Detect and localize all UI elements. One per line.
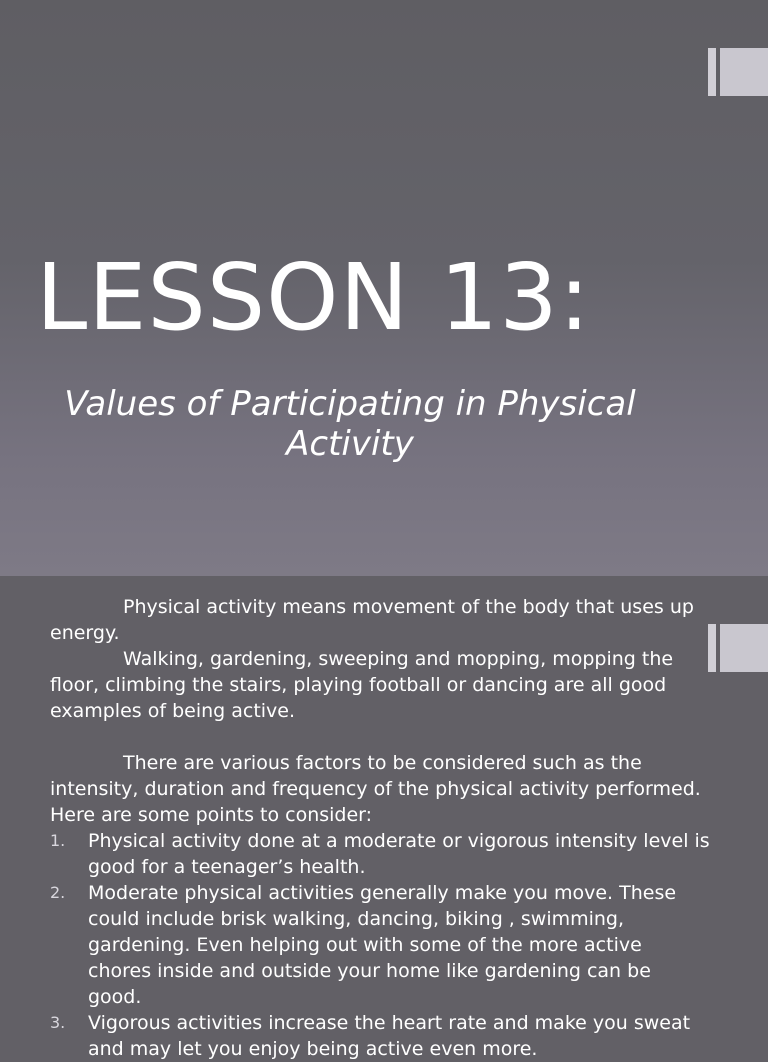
list-item-text: Physical activity done at a moderate or vigorous intensity level is good for a teenager’s health. (88, 830, 710, 878)
list-item-text: Vigorous activities increase the heart rate and make you sweat and may let you enjoy being active even more. (88, 1012, 691, 1060)
accent-thick-bar (720, 48, 768, 96)
list-item (50, 1010, 710, 1062)
slide-accent-bars (708, 624, 768, 672)
list-item (50, 880, 710, 1010)
points-list (50, 828, 710, 1062)
lesson-subtitle: Values of Participating in Physical Activity (64, 384, 636, 464)
slide-accent-bars (708, 48, 768, 96)
examples-paragraph: Walking, gardening, sweeping and mopping, mopping the floor, climbing the stairs, playing football or dancing are all good examples of being active. (50, 648, 674, 722)
list-number: 1. (50, 831, 66, 850)
accent-thin-bar (708, 48, 716, 96)
list-number: 3. (50, 1013, 66, 1032)
body-text (50, 594, 710, 1062)
content-slide (0, 576, 768, 1060)
list-item-text: Moderate physical activities generally make you move. These could include brisk walking, dancing, biking , swimming, gardening. Even helping out with some of the more active chores inside and outside your home like gardening can be good. (88, 882, 677, 1008)
intro-paragraph: Physical activity means movement of the body that uses up energy. (50, 596, 694, 644)
factors-paragraph: There are various factors to be considered such as the intensity, duration and frequency of the physical activity performed. Here are some points to consider: (50, 752, 701, 826)
paragraph-spacer (50, 724, 710, 750)
lesson-title: LESSON 13: (36, 244, 591, 351)
accent-thick-bar (720, 624, 768, 672)
list-number: 2. (50, 883, 66, 902)
list-item (50, 828, 710, 880)
